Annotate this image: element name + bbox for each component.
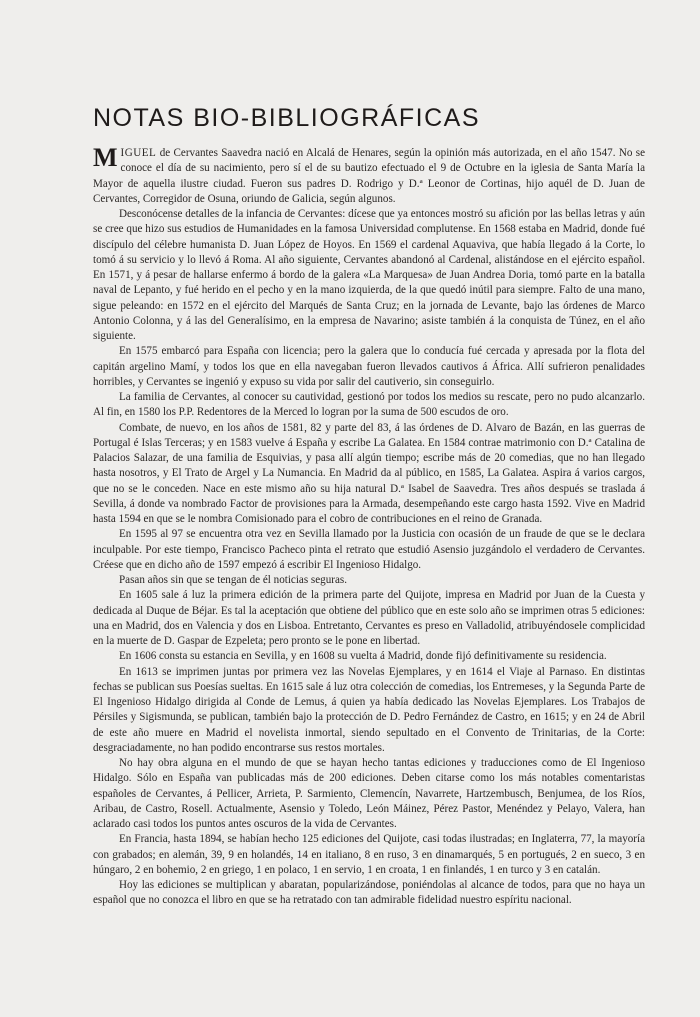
paragraph-9: En 1606 consta su estancia en Sevilla, y en 1608 su vuelta á Madrid, donde fijó definitivamente su residencia.: [119, 650, 607, 663]
paragraph-5: Combate, de nuevo, en los años de 1581, 82 y parte del 83, á las órdenes de D. Alvaro de Bazán, en las guerras de Portugal é Islas Terceras; y en 1583 vuelve á España y escribe La Galatea. En 1584 contrae matrimonio con D.ª Catalina de Palacios Salazar, de una familia de Esquivias, y pasa allí algún tiempo; escribe más de 20 comedias, que no han llegado hasta nosotros, y El Trato de Argel y La Numancia. En Madrid da al público, en 1585, La Galatea. Aspira á varios cargos, que no se le conceden. Nace en este mismo año su hija natural D.ª Isabel de Saavedra. Tres años después se traslada á Sevilla, á donde va nombrado Factor de provisiones para la Armada, desempeñando este cargo hasta 1592. Vive en Madrid hasta 1594 en que se le nombra Comisionado para el cobro de contribuciones en el reino de Granada.: [93, 421, 645, 525]
biography-text: [93, 143, 645, 909]
paragraph-text: de Cervantes Saavedra nació en Alcalá de Henares, según la opinión más autorizada, en el año 1547. No se conoce el día de su nacimiento, pero sí el de su bautizo efectuado el 9 de Octubre en la iglesia de Santa María la Mayor de aquella ilustre ciudad. Fueron sus padres D. Rodrigo y D.ª Leonor de Cortinas, hijo aquél de D. Juan de Cervantes, Corregidor de Osuna, oriundo de Galicia, según algunos.: [93, 147, 645, 205]
page-title: NOTAS BIO-BIBLIOGRÁFICAS: [93, 104, 480, 132]
paragraph-11: No hay obra alguna en el mundo de que se hayan hecho tantas ediciones y traducciones como de El Ingenioso Hidalgo. Sólo en España van publicadas más de 200 ediciones. Deben citarse como los más notables comentaristas españoles de Cervantes, á Pellicer, Arrieta, P. Sarmiento, Clemencín, Navarrete, Hartzembusch, Benjumea, de los Ríos, Aribau, de Castro, Rosell. Actualmente, Asensio y Toledo, León Máinez, Pérez Pastor, Menéndez y Pelayo, Valera, han aclarado casi todos los puntos antes oscuros de la vida de Cervantes.: [93, 757, 645, 830]
first-word: IGUEL: [120, 147, 157, 159]
paragraph-2: Desconócense detalles de la infancia de Cervantes: dícese que ya entonces mostró su afición por las bellas letras y aún se cree que hizo sus estudios de Humanidades en la famosa Universidad complutense. En 1568 estaba en Madrid, donde fué discípulo del célebre humanista D. Juan López de Hoyos. En 1569 el cardenal Aquaviva, que había llegado á la Corte, lo tomó á su servicio y lo llevó á Roma. Al año siguiente, Cervantes abandonó al Cardenal, alistándose en el ejército español. En 1571, y á pesar de hallarse enfermo á bordo de la galera «La Marquesa» de Juan Andrea Doria, tomó parte en la batalla naval de Lepanto, y fué herido en el pecho y en la mano izquierda, de la que quedó inútil para siempre. Falto de una mano, sigue peleando: en 1572 en el ejército del Marqués de Santa Cruz; en la jornada de Levante, bajo las órdenes de Marco Antonio Colonna, y á las del Generalísimo, en la empresa de Navarino; asiste también á la conquista de Túnez, en el año siguiente.: [93, 208, 645, 342]
paragraph-13: Hoy las ediciones se multiplican y abaratan, popularizándose, poniéndolas al alcance de todos, para que no haya un español que no conozca el libro en que se ha retratado con tan admirable fidelidad nuestro espíritu nacional.: [93, 879, 645, 907]
paragraph-8: En 1605 sale á luz la primera edición de la primera parte del Quijote, impresa en Madrid por Juan de la Cuesta y dedicada al Duque de Béjar. Es tal la aceptación que obtiene del público que en este solo año se imprimen otras 5 ediciones: una en Madrid, dos en Valencia y dos en Lisboa. Entretanto, Cervantes es preso en Valladolid, atribuyéndosele complicidad en la muerte de D. Gaspar de Ezpeleta; pero pronto se le pone en libertad.: [93, 589, 645, 647]
paragraph-12: En Francia, hasta 1894, se habían hecho 125 ediciones del Quijote, casi todas ilustradas; en Inglaterra, 77, la mayoría con grabados; en alemán, 39, 9 en holandés, 14 en italiano, 8 en ruso, 3 en dinamarqués, 5 en portugués, 2 en sueco, 3 en húngaro, 2 en bohemio, 2 en griego, 1 en polaco, 1 en servio, 1 en croata, 1 en finlandés, 1 en turco y 3 en catalán.: [93, 833, 645, 876]
paragraph-4: La familia de Cervantes, al conocer su cautividad, gestionó por todos los medios su rescate, pero no pudo alcanzarlo. Al fin, en 1580 los P.P. Redentores de la Merced lo logran por la suma de 500 escudos de oro.: [93, 391, 645, 419]
drop-cap: M: [93, 143, 118, 172]
paragraph-1: [93, 143, 645, 207]
paragraph-6: En 1595 al 97 se encuentra otra vez en Sevilla llamado por la Justicia con ocasión de un fraude de que se le declara inculpable. Por este tiempo, Francisco Pacheco pinta el retrato que estudió Asensio juzgándolo el verdadero de Cervantes. Créese que en dicho año de 1597 empezó á escribir El Ingenioso Hidalgo.: [93, 528, 645, 571]
paragraph-3: En 1575 embarcó para España con licencia; pero la galera que lo conducía fué cercada y apresada por la flota del capitán argelino Mamí, y todos los que en ella navegaban fueron llevados cautivos á África. Allí sufrieron penalidades horribles, y Cervantes se ingenió y expuso su vida por salir del cautiverio, sin conseguirlo.: [93, 345, 645, 388]
paragraph-10: En 1613 se imprimen juntas por primera vez las Novelas Ejemplares, y en 1614 el Viaje al Parnaso. En distintas fechas se publican sus Poesías sueltas. En 1615 sale á luz otra colección de comedias, los Entremeses, y la Segunda Parte de El Ingenioso Hidalgo dirigida al Conde de Lemus, á quien ya había dedicado las Novelas Ejemplares. Los Trabajos de Pérsiles y Sigismunda, se publican, también bajo la protección de D. Pedro Fernández de Castro, en 1615; y en 24 de Abril de este año muere en Madrid el novelista inmortal, siendo sepultado en el Convento de Trinitarias, de la Corte: desgraciadamente, no han podido encontrarse sus restos mortales.: [93, 665, 645, 754]
paragraph-7: Pasan años sin que se tengan de él noticias seguras.: [119, 574, 347, 586]
